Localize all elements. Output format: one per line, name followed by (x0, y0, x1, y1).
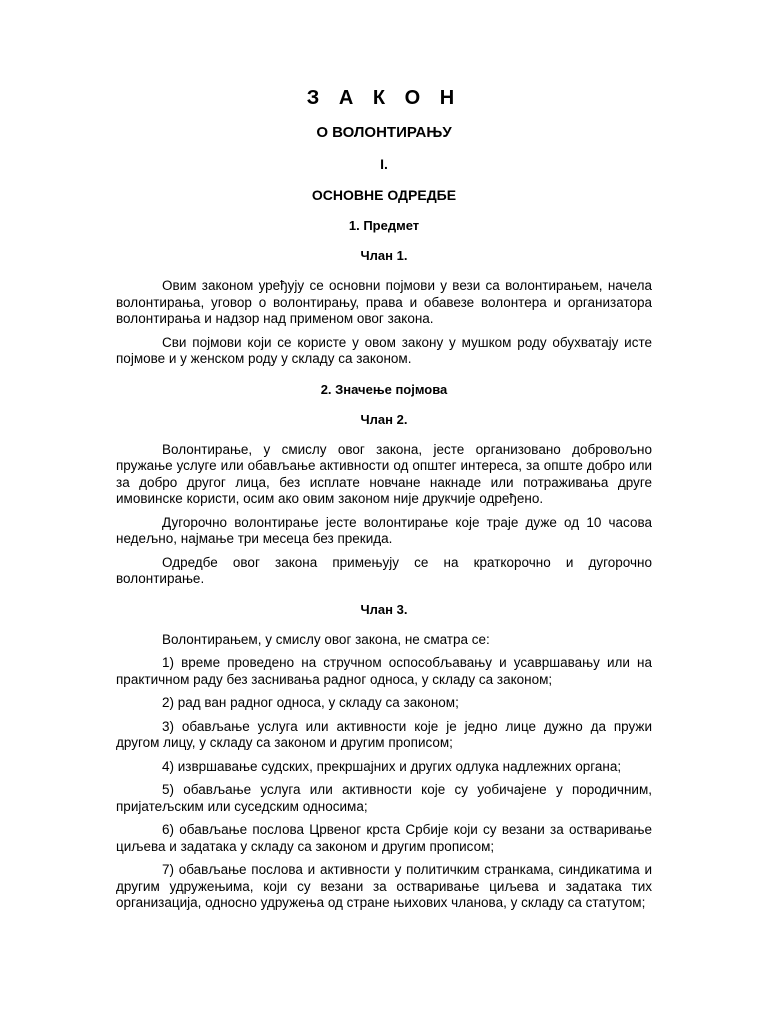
article-2-paragraph-2: Дугорочно волонтирање јесте волонтирање које траје дуже од 10 часова недељно, најмање три месеца без прекида. (116, 514, 652, 546)
article-title-2: Члан 2. (360, 411, 408, 427)
article-3-item-6: 6) обављање послова Црвеног крста Србије који су везани за остваривање циљева и задатака у складу са законом и другим прописом; (116, 822, 652, 854)
article-2-paragraph-1: Волонтирање, у смислу овог закона, јесте организовано добровољно пружање услуге или обављање активности од општег интереса, за опште добро или за добро другог лица, без исплате новчане накнаде или потраживања друге имовинске користи, осим ако овим законом није друкчије одређено. (116, 441, 652, 506)
part-number: I. (380, 156, 388, 172)
section-heading-subject: 1. Предмет (348, 218, 420, 233)
article-3-item-5: 5) обављање услуга или активности које су уобичајене у породичним, пријатељским или суседским односима; (116, 782, 652, 814)
law-title: З А К О Н (306, 87, 462, 109)
article-3-item-3: 3) обављање услуга или активности које је једно лице дужно да пружи другом лицу, у складу са законом и другим прописом; (116, 718, 652, 750)
article-1-paragraph-1: Овим законом уређују се основни појмови у вези са волонтирањем, начела волонтирања, уговор о волонтирању, права и обавезе волонтера и организатора волонтирања и надзор над применом овог закона. (116, 278, 652, 326)
article-3-intro: Волонтирањем, у смислу овог закона, не сматра се: (162, 631, 490, 647)
article-title-1: Члан 1. (360, 248, 408, 263)
law-subtitle: О ВОЛОНТИРАЊУ (316, 124, 452, 141)
article-2-paragraph-3: Одредбе овог закона примењују се на краткорочно и дугорочно волонтирање. (116, 554, 652, 586)
article-1-paragraph-2: Сви појмови који се користе у овом закону у мушком роду обухватају исте појмове и у женском роду у складу са законом. (116, 334, 652, 366)
section-heading-definitions: 2. Значење појмова (320, 381, 448, 397)
document-page (116, 86, 652, 919)
part-name: ОСНОВНЕ ОДРЕДБЕ (311, 187, 457, 203)
article-3-item-1: 1) време проведено на стручном оспособљавању и усавршавању или на практичном раду без заснивања радног односа, у складу са законом; (116, 655, 652, 687)
article-3-item-7: 7) обављање послова и активности у политичким странкама, синдикатима и другим удружењима, који су везани за остваривање циљева и задатака тих организација, односно удружења од стране њихових чланова, у складу са статутом; (116, 862, 652, 910)
article-3-item-4: 4) извршавање судских, прекршајних и других одлука надлежних органа; (162, 758, 622, 774)
article-title-3: Члан 3. (360, 601, 408, 617)
article-3-item-2: 2) рад ван радног односа, у складу са законом; (162, 695, 459, 710)
